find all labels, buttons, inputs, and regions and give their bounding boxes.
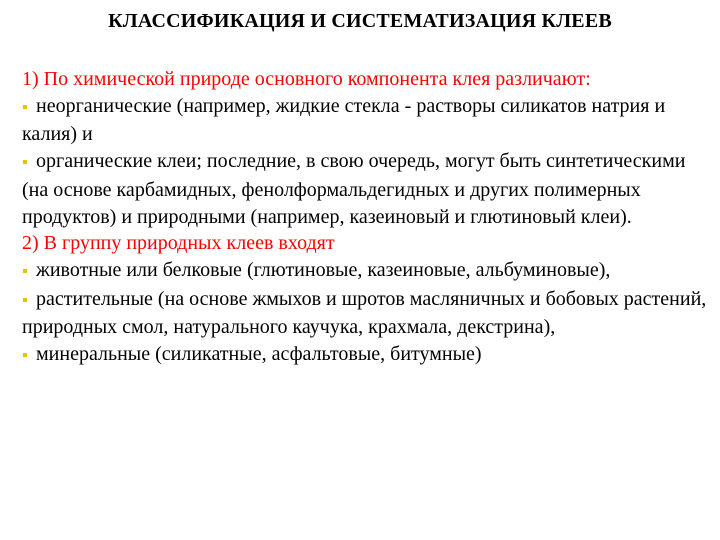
bullet-icon: ▪: [22, 347, 28, 365]
list-item-text: минеральные (силикатные, асфальтовые, битумные): [36, 343, 482, 366]
slide-content: [22, 66, 712, 370]
section-2-heading: 2) В группу природных клеев входят: [22, 232, 335, 255]
list-item: [22, 148, 712, 230]
bullet-icon: ▪: [22, 98, 28, 116]
list-item: [22, 341, 712, 370]
list-item-text: растительные (на основе жмыхов и шротов масляничных и бобовых растений, природных смол, натурального каучука, крахмала, декстрина),: [22, 287, 707, 339]
list-item-text: органические клеи; последние, в свою очередь, могут быть синтетическими (на основе карбамидных, фенолформальдегидных и других полимерных продуктов) и природными (например, казеиновый и глютиновый клеи).: [22, 150, 686, 228]
bullet-icon: ▪: [22, 262, 28, 280]
slide-title: КЛАССИФИКАЦИЯ И СИСТЕМАТИЗАЦИЯ КЛЕЕВ: [108, 10, 612, 32]
bullet-icon: ▪: [22, 154, 28, 172]
list-item: [22, 93, 712, 148]
bullet-icon: ▪: [22, 291, 28, 309]
list-item-text: животные или белковые (глютиновые, казеиновые, альбуминовые),: [36, 258, 611, 281]
section-1-heading: 1) По химической природе основного компонента клея различают:: [22, 68, 591, 90]
list-item: [22, 286, 712, 341]
list-item: [22, 257, 712, 286]
list-item-text: неорганические (например, жидкие стекла - растворы силикатов натрия и калия) и: [22, 94, 666, 146]
